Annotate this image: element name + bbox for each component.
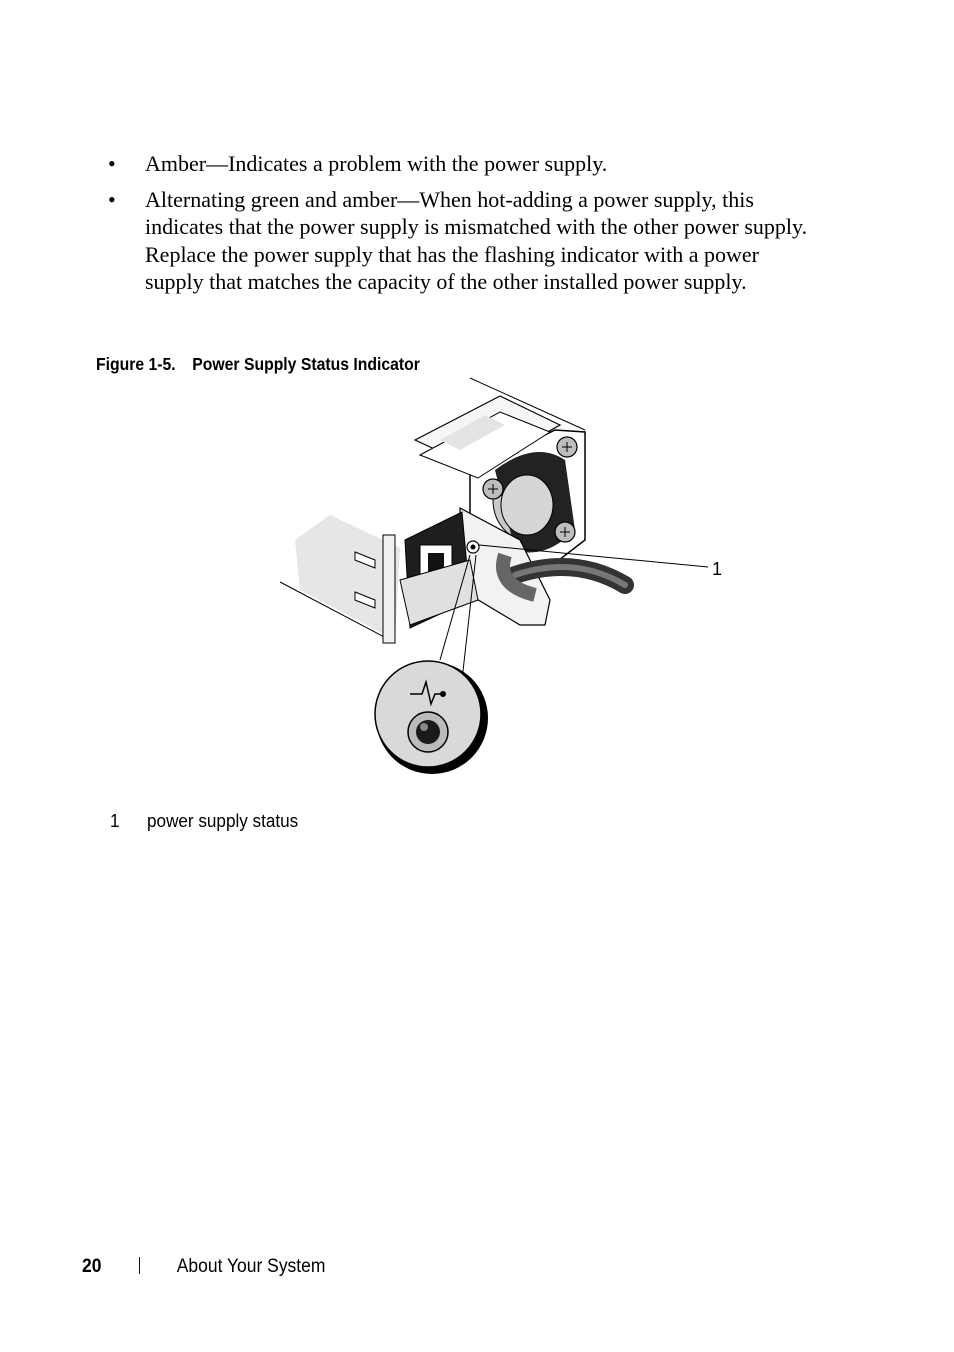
legend-number: 1 [110,811,120,831]
bullet-item-alternating [108,186,808,296]
figure-number: Figure 1-5. [96,354,176,374]
bullet-text: Amber—Indicates a problem with the power supply. [145,151,608,176]
figure-callout-number: 1 [712,559,723,579]
bullet-marker: • [108,186,116,212]
page-footer [82,1256,325,1278]
bullet-text: Alternating green and amber—When hot-adding a power supply, this indicates that the power supply is mismatched with the other power supply. Replace the power supply that has the flashing indicator with a power supply that matches the capacity of the other installed power supply. [145,186,808,294]
section-title: About Your System [176,1256,326,1277]
bullet-item-amber [108,150,808,178]
bullet-list [108,150,808,304]
figure-legend [110,811,298,832]
power-supply-illustration [270,372,730,782]
footer-divider [139,1257,140,1274]
bullet-marker: • [108,151,116,176]
legend-label: power supply status [147,811,299,831]
figure-title: Power Supply Status Indicator [192,354,420,374]
page-number: 20 [82,1256,102,1277]
